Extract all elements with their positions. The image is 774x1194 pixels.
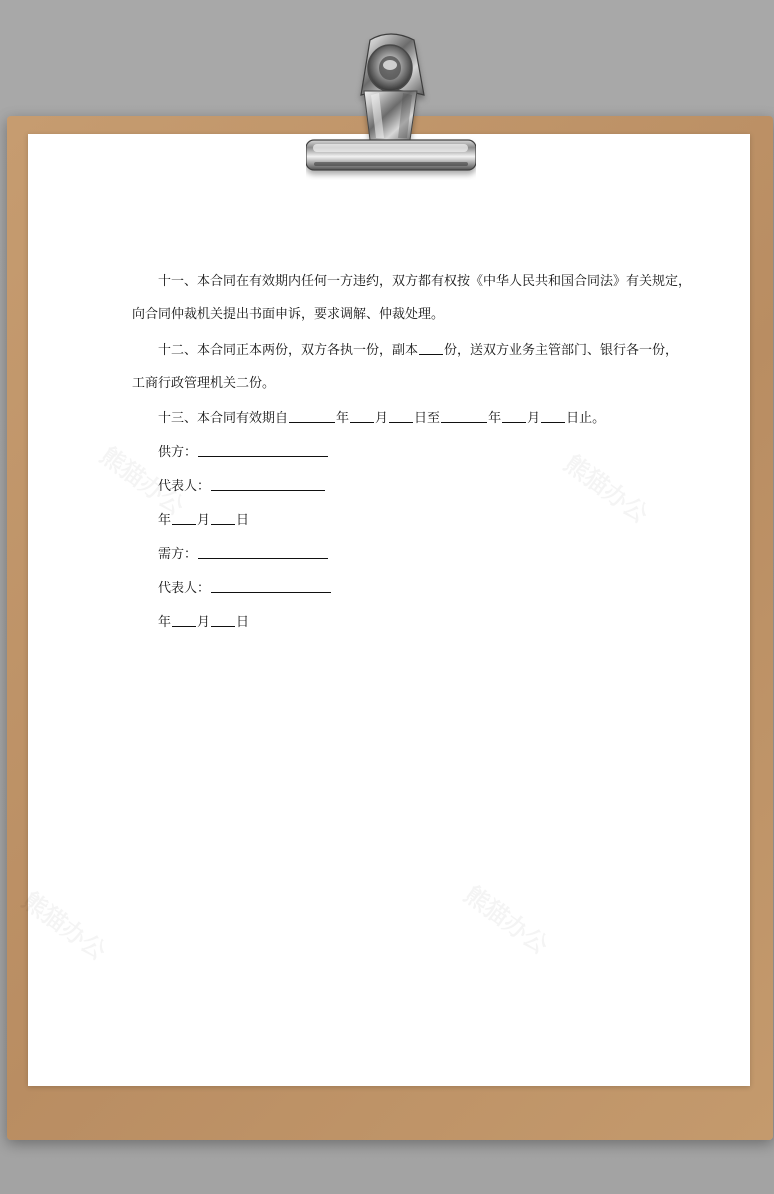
supplier-year-label: 年 xyxy=(158,513,172,528)
clause-11-line xyxy=(158,275,691,288)
clause-12-prefix: 十二、本合同正本两份，双方各执一份，副本 xyxy=(158,343,419,358)
buyer-date-line xyxy=(158,615,249,629)
clause-11-continuation-text: 向合同仲裁机关提出书面申诉，要求调解、仲裁处理。 xyxy=(132,307,445,322)
clause-12-continuation xyxy=(132,377,275,390)
watermark-top-right xyxy=(560,451,652,527)
clause-12-continuation-text: 工商行政管理机关二份。 xyxy=(132,376,276,391)
clause-11-continuation xyxy=(132,308,444,321)
buyer-year-blank xyxy=(172,615,196,627)
start-year-label: 年 xyxy=(336,411,350,426)
supplier-month-label: 月 xyxy=(197,513,211,528)
buyer-month-blank xyxy=(211,615,235,627)
start-day-blank xyxy=(389,411,413,423)
end-month-label: 月 xyxy=(527,411,541,426)
clause-13-prefix: 十三、本合同有效期自 xyxy=(158,411,289,426)
clause-11-text: 十一、本合同在有效期内任何一方违约，双方都有权按《中华人民共和国合同法》有关规定， xyxy=(158,274,692,289)
supplier-line xyxy=(158,445,329,459)
watermark-bottom-right xyxy=(460,882,552,958)
start-month-blank xyxy=(350,411,374,423)
supplier-representative-line xyxy=(158,479,326,493)
buyer-year-label: 年 xyxy=(158,615,172,630)
clause-13-line xyxy=(158,411,605,425)
supplier-representative-blank xyxy=(211,479,325,491)
supplier-signature-blank xyxy=(198,445,328,457)
end-label: 日止。 xyxy=(566,411,606,426)
buyer-month-label: 月 xyxy=(197,615,211,630)
end-month-blank xyxy=(502,411,526,423)
buyer-representative-blank xyxy=(211,581,331,593)
supplier-month-blank xyxy=(211,513,235,525)
end-year-label: 年 xyxy=(488,411,502,426)
buyer-day-label: 日 xyxy=(236,615,250,630)
clause-12-line xyxy=(158,343,678,357)
copy-count-blank xyxy=(419,343,443,355)
end-year-blank xyxy=(441,411,487,423)
start-year-blank xyxy=(289,411,335,423)
contract-text-layer xyxy=(28,134,750,1086)
supplier-day-label: 日 xyxy=(236,513,250,528)
document-page xyxy=(28,134,750,1086)
clause-12-suffix: 份，送双方业务主管部门、银行各一份， xyxy=(444,343,679,358)
watermark-bottom-left xyxy=(18,888,110,964)
buyer-label: 需方： xyxy=(158,547,198,562)
supplier-representative-label: 代表人： xyxy=(158,479,211,494)
buyer-line xyxy=(158,547,329,561)
buyer-signature-blank xyxy=(198,547,328,559)
supplier-label: 供方： xyxy=(158,445,198,460)
binder-clip-icon xyxy=(306,30,476,180)
buyer-representative-label: 代表人： xyxy=(158,581,211,596)
day-to-label: 日至 xyxy=(414,411,441,426)
buyer-representative-line xyxy=(158,581,332,595)
start-month-label: 月 xyxy=(375,411,389,426)
end-day-blank xyxy=(541,411,565,423)
